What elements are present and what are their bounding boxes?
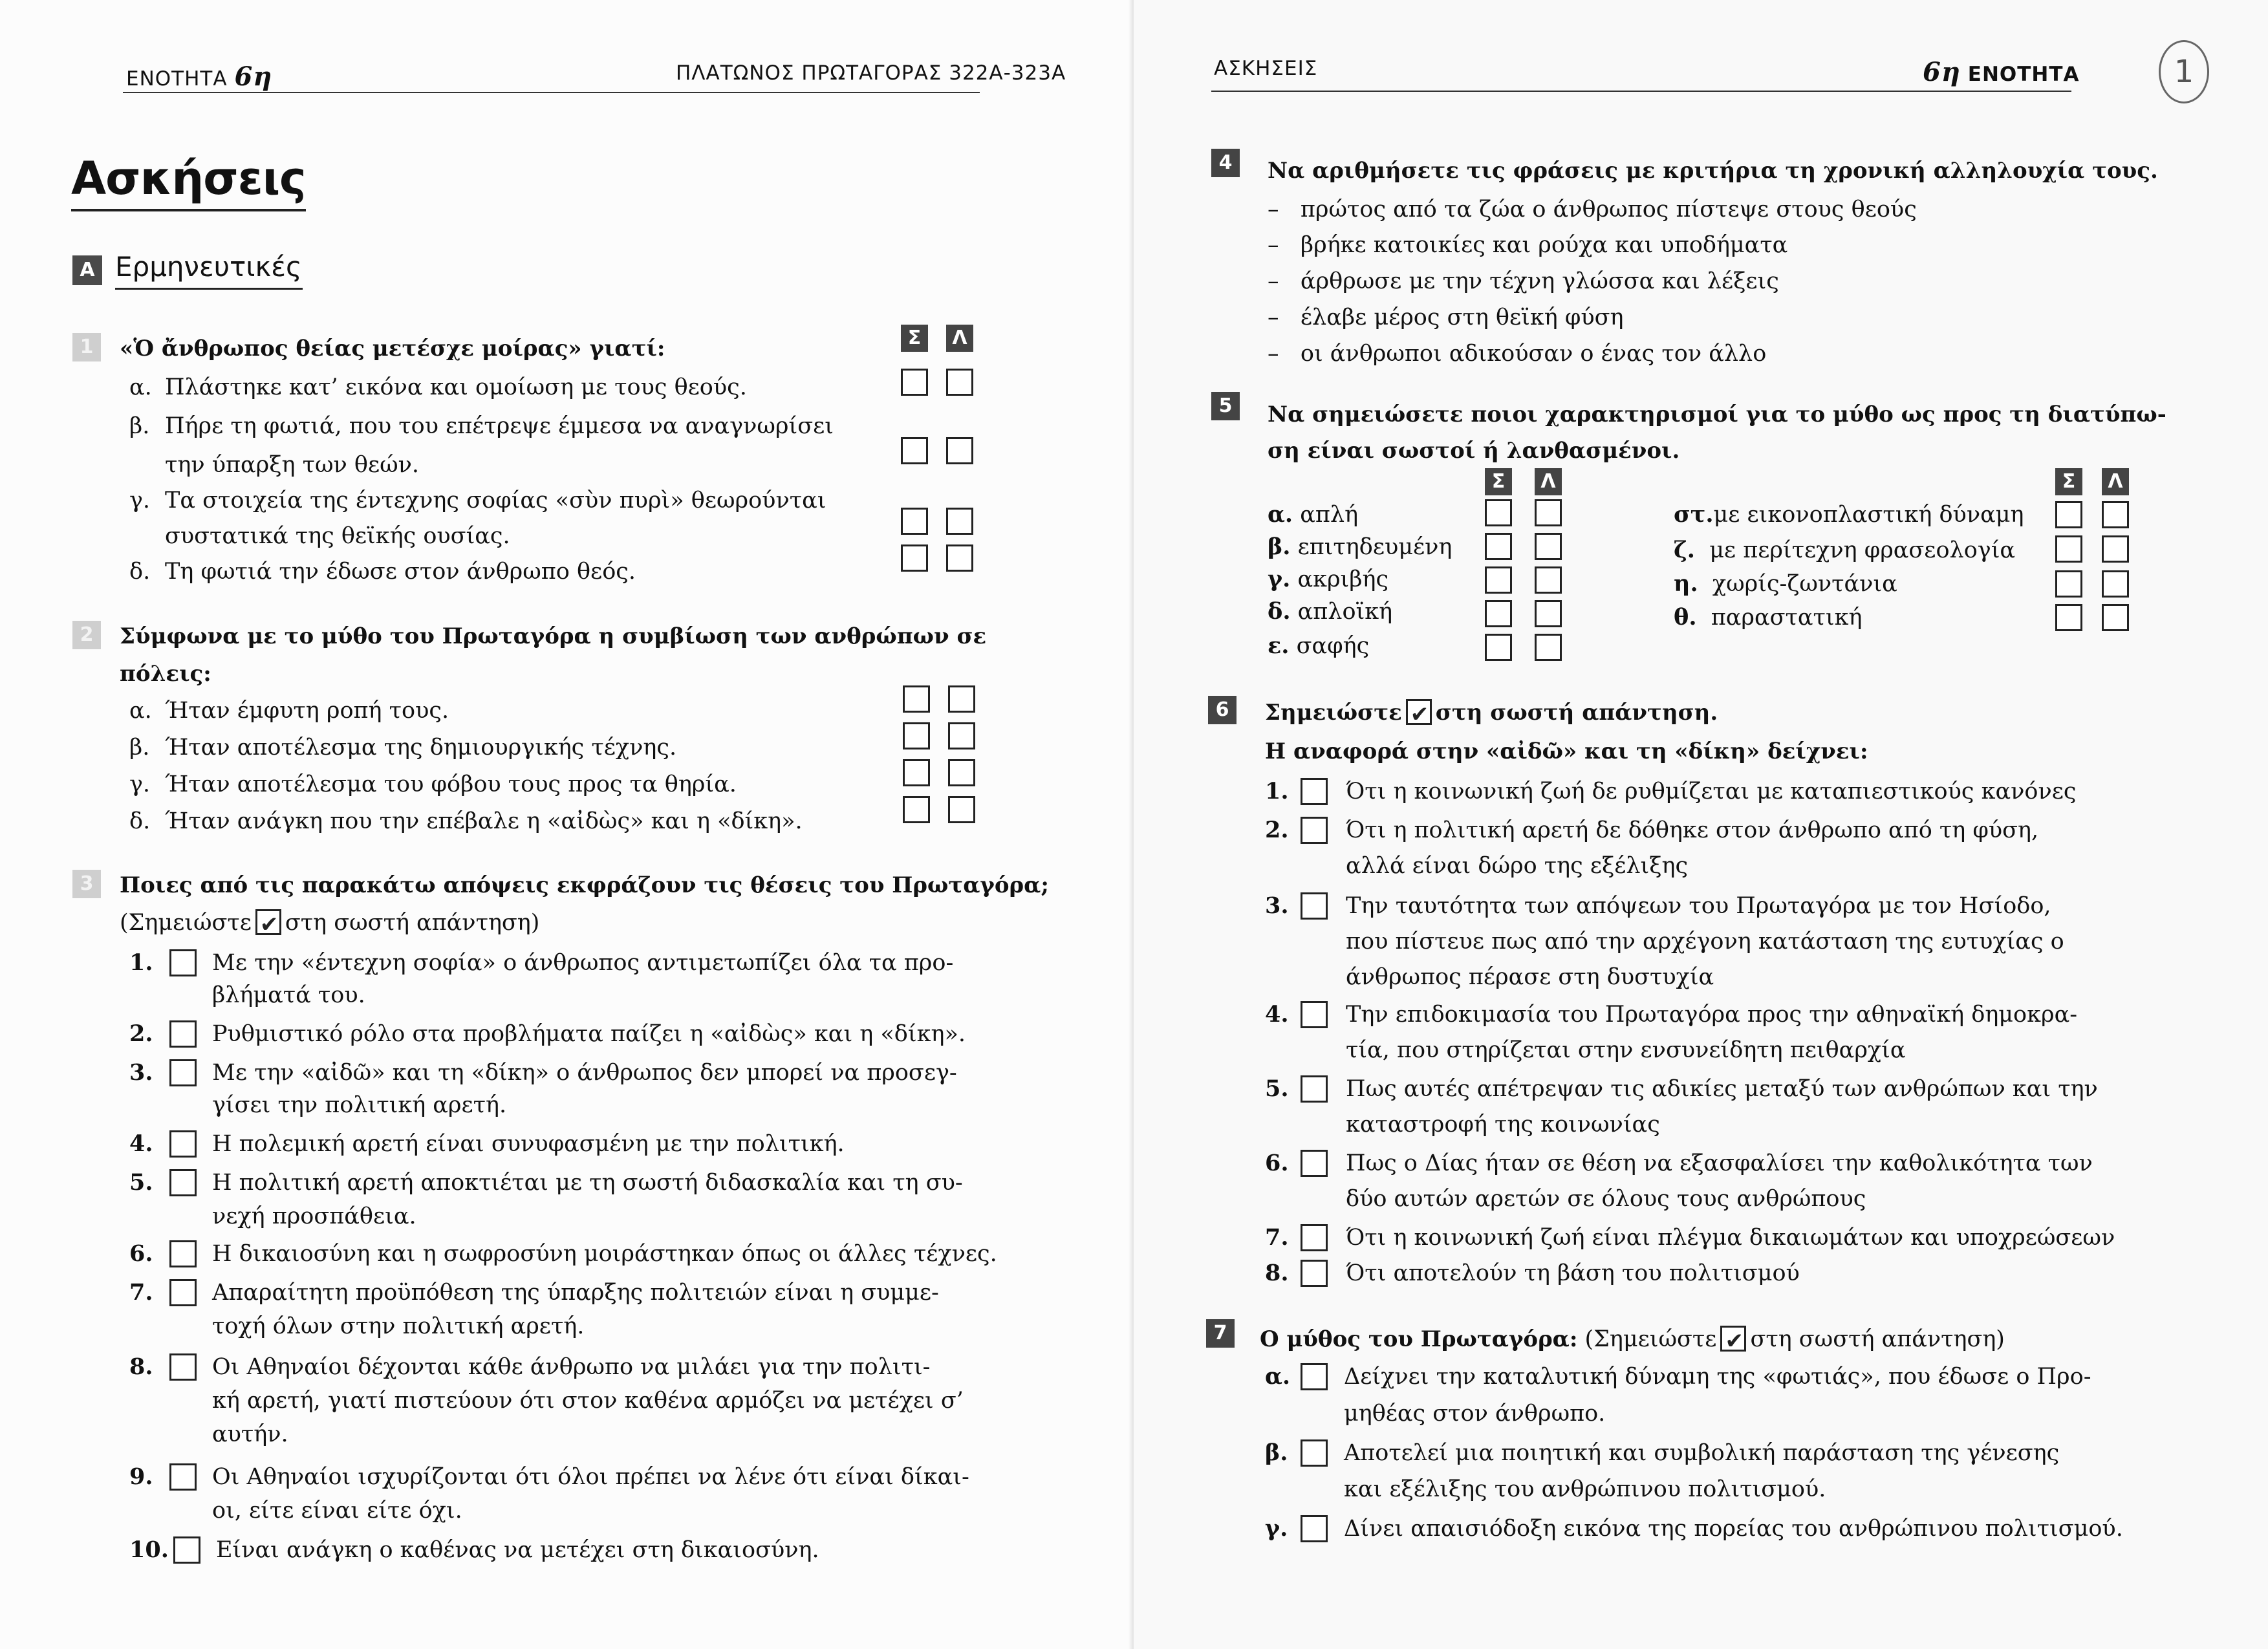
exercise-1-badge: 1 [72,333,101,361]
exercise-5-badge: 5 [1211,392,1240,420]
ex3-item-9-text: Οι Αθηναίοι ισχυρίζονται ότι όλοι πρέπει να λένε ότι είναι δίκαι- [212,1464,969,1490]
ex6-item-2-text-2: αλλά είναι δώρο της εξέλιξης [1346,853,1689,879]
ex5-item-st: στ.με εικονοπλαστική δύναμη [1674,501,2024,528]
ex3-item-1-checkbox[interactable] [169,949,197,976]
true-header-right: Σ [2055,468,2082,495]
ex6-item-3-text-2: που πίστευε πως από την αρχέγονη κατάσταση της ευτυχίας ο [1346,929,2064,954]
ex7-item-a-checkbox[interactable] [1301,1363,1328,1390]
ex2-b-false-checkbox[interactable] [948,722,975,749]
ex6-item-1-checkbox[interactable] [1301,778,1328,805]
ex5-d-false-checkbox[interactable] [1535,600,1562,627]
ex7-item-b-letter: β. [1265,1439,1288,1466]
ex5-e-false-checkbox[interactable] [1535,634,1562,661]
ex1-a-true-checkbox[interactable] [901,369,928,396]
ex6-item-2-text: Ότι η πολιτική αρετή δε δόθηκε στον άνθρωπο από τη φύση, [1346,817,2039,843]
ex6-item-5-checkbox[interactable] [1301,1075,1328,1103]
ex5-item-z: ζ. με περίτεχνη φρασεολογία [1674,537,2016,563]
ex6-item-7-number: 7. [1265,1224,1289,1251]
section-label: ΕΝΟΤΗΤΑ [1967,63,2080,86]
header-rule [123,92,980,93]
ex1-d-true-checkbox[interactable] [901,544,928,572]
ex5-i-false-checkbox[interactable] [2102,570,2129,598]
exercise-3-question: Ποιες από τις παρακάτω απόψεις εκφράζουν τις θέσεις του Πρωταγόρα; [120,872,1049,898]
ex6-item-5-text-2: καταστροφή της κοινωνίας [1346,1112,1660,1137]
section-number: 6η [234,61,273,92]
exercise-3-note: (Σημειώστε✔ στη σωστή απάντηση) [120,904,539,942]
exercise-1-question: «Ὁ ἄνθρωπος θείας μετέσχε μοίρας» γιατί: [120,336,665,361]
ex3-item-3-number: 3. [129,1059,153,1086]
ex4-item-2: – βρήκε κατοικίες και ρούχα και υποδήματα [1268,232,1788,258]
ex1-item-d: δ. Τη φωτιά την έδωσε στον άνθρωπο θεός. [129,559,636,585]
part-a-badge: Α [72,255,102,285]
ex5-item-th: θ. παραστατική [1674,604,1863,630]
ex3-item-5-text-2: νεχή προσπάθεια. [212,1203,416,1229]
ex3-item-6-number: 6. [129,1240,153,1267]
ex6-item-1-text: Ότι η κοινωνική ζωή δε ρυθμίζεται με καταπιεστικούς κανόνες [1346,779,2077,804]
ex1-item-a: α. Πλάστηκε κατ’ εικόνα και ομοίωση με τους θεούς. [129,374,747,400]
ex6-item-3-text-3: άνθρωπος πέρασε στη δυστυχία [1346,964,1714,990]
ex3-item-3-checkbox[interactable] [169,1059,197,1086]
ex5-st-true-checkbox[interactable] [2055,501,2082,528]
false-header: Λ [946,325,973,352]
ex6-item-7-checkbox[interactable] [1301,1224,1328,1251]
checkmark-icon [255,909,281,935]
ex6-item-5-number: 5. [1265,1075,1289,1102]
ex2-item-d: δ. Ήταν ανάγκη που την επέβαλε η «αἰδὼς» και η «δίκη». [129,808,803,834]
right-header-section [1923,57,2079,87]
ex6-item-6-checkbox[interactable] [1301,1150,1328,1177]
ex3-item-7-number: 7. [129,1279,153,1306]
ex6-item-4-text: Την επιδοκιμασία του Πρωταγόρα προς την αθηναϊκή δημοκρα- [1346,1002,2078,1028]
ex5-i-true-checkbox[interactable] [2055,570,2082,598]
ex3-item-1-text: Με την «έντεχνη σοφία» ο άνθρωπος αντιμετωπίζει όλα τα προ- [212,950,954,976]
ex5-item-i: η. χωρίς-ζωντάνια [1674,570,1897,597]
ex3-item-3-text: Με την «αἰδῶ» και τη «δίκη» ο άνθρωπος δεν μπορεί να προσεγ- [212,1060,957,1086]
ex1-d-false-checkbox[interactable] [946,544,973,572]
ex6-item-7-text: Ότι η κοινωνική ζωή είναι πλέγμα δικαιωμάτων και υποχρεώσεων [1346,1225,2115,1251]
ex3-item-10-text: Είναι ανάγκη ο καθένας να μετέχει στη δικαιοσύνη. [216,1537,819,1563]
ex4-item-1: – πρώτος από τα ζώα ο άνθρωπος πίστεψε στους θεούς [1268,197,1917,222]
exercise-7-question: Ο μύθος του Πρωταγόρα: (Σημειώστε✔ στη σωστή απάντηση) [1260,1320,2005,1358]
ex6-item-6-text: Πως ο Δίας ήταν σε θέση να εξασφαλίσει την καθολικότητα των [1346,1150,2093,1176]
ex5-th-true-checkbox[interactable] [2055,604,2082,631]
ex7-item-c-checkbox[interactable] [1301,1515,1328,1542]
ex5-z-true-checkbox[interactable] [2055,535,2082,563]
ex5-item-d: δ. απλοϊκή [1268,598,1393,625]
ex1-item-b: β. Πήρε τη φωτιά, που του επέτρεψε έμμεσα να αναγνωρίσει [129,413,834,439]
ex3-item-10-number: 10. [129,1536,169,1563]
ex2-b-true-checkbox[interactable] [903,722,930,749]
ex6-item-3-number: 3. [1265,892,1289,919]
true-header: Σ [901,325,928,352]
ex3-item-8-text-3: αυτήν. [212,1421,288,1447]
ex3-item-6-text: Η δικαιοσύνη και η σωφροσύνη μοιράστηκαν όπως οι άλλες τέχνες. [212,1241,997,1267]
left-header-source: ΠΛΑΤΩΝΟΣ ΠΡΩΤΑΓΟΡΑΣ 322Α-323Α [676,61,1066,85]
ex6-item-8-number: 8. [1265,1260,1289,1286]
ex5-item-b: β. επιτηδευμένη [1268,534,1453,560]
ex3-item-4-checkbox[interactable] [169,1130,197,1158]
ex5-d-true-checkbox[interactable] [1485,600,1512,627]
ex3-item-8-checkbox[interactable] [169,1353,197,1381]
ex6-item-3-checkbox[interactable] [1301,892,1328,920]
ex6-item-8-checkbox[interactable] [1301,1260,1328,1287]
ex6-item-6-number: 6. [1265,1150,1289,1176]
ex5-th-false-checkbox[interactable] [2102,604,2129,631]
ex6-item-1-number: 1. [1265,778,1289,804]
ex1-b-true-checkbox[interactable] [901,437,928,464]
ex2-d-false-checkbox[interactable] [948,796,975,823]
checkmark-icon [1720,1326,1746,1352]
true-header-left: Σ [1485,468,1512,495]
section-label: ΕΝΟΤΗΤΑ [126,67,228,91]
ex5-c-true-checkbox[interactable] [1485,566,1512,594]
ex5-st-false-checkbox[interactable] [2102,501,2129,528]
ex6-item-8-text: Ότι αποτελούν τη βάση του πολιτισμού [1346,1260,1800,1286]
ex6-item-5-text: Πως αυτές απέτρεψαν τις αδικίες μεταξύ των ανθρώπων και την [1346,1076,2098,1102]
ex5-a-true-checkbox[interactable] [1485,499,1512,526]
ex4-item-5: – οι άνθρωποι αδικούσαν ο ένας τον άλλο [1268,341,1767,367]
ex2-item-b: β. Ήταν αποτέλεσμα της δημιουργικής τέχνης. [129,735,677,760]
page-title: Ασκήσεις [71,152,306,211]
ex1-c-true-checkbox[interactable] [901,508,928,535]
ex6-item-4-number: 4. [1265,1001,1289,1028]
right-page [1134,0,2268,1649]
ex1-b-false-checkbox[interactable] [946,437,973,464]
header-rule [1211,91,2071,92]
exercise-2-question-line1: Σύμφωνα με το μύθο του Πρωταγόρα η συμβίωση των ανθρώπων σε [120,623,987,649]
ex3-item-10-checkbox[interactable] [173,1536,200,1564]
ex3-item-4-number: 4. [129,1130,153,1157]
ex5-item-e: ε. σαφής [1268,632,1370,659]
right-header-title: ΑΣΚΗΣΕΙΣ [1214,57,1318,80]
part-a-label: Ερμηνευτικές [115,251,303,290]
ex3-item-2-checkbox[interactable] [169,1020,197,1048]
ex2-d-true-checkbox[interactable] [903,796,930,823]
ex3-item-8-text: Οι Αθηναίοι δέχονται κάθε άνθρωπο να μιλάει για την πολιτι- [212,1354,931,1380]
exercise-5-question-line2: ση είναι σωστοί ή λανθασμένοι. [1268,438,1680,464]
ex7-item-a-text: Δείχνει την καταλυτική δύναμη της «φωτιάς», που έδωσε ο Προ- [1344,1364,2091,1390]
ex3-item-4-text: Η πολεμική αρετή είναι συνυφασμένη με την πολιτική. [212,1131,845,1157]
ex5-z-false-checkbox[interactable] [2102,535,2129,563]
ex1-item-c: γ. Τα στοιχεία της έντεχνης σοφίας «σὺν πυρὶ» θεωρούνται [129,488,826,513]
ex3-item-7-text-2: τοχή όλων στην πολιτική αρετή. [212,1313,585,1339]
ex3-item-8-number: 8. [129,1353,153,1380]
ex3-item-2-text: Ρυθμιστικό ρόλο στα προβλήματα παίζει η «αἰδὼς» και η «δίκη». [212,1021,966,1047]
ex5-item-a: α. απλή [1268,501,1359,528]
handwritten-page-number: 1 [2159,40,2209,103]
ex7-item-b-text: Αποτελεί μια ποιητική και συμβολική παράσταση της γένεσης [1344,1440,2060,1466]
ex7-item-b-text-2: και εξέλιξης του ανθρώπινου πολιτισμού. [1344,1476,1826,1502]
false-header-left: Λ [1535,468,1562,495]
ex5-e-true-checkbox[interactable] [1485,634,1512,661]
exercise-6-question: Η αναφορά στην «αἰδῶ» και τη «δίκη» δείχνει: [1265,738,1868,764]
exercise-5-question-line1: Να σημειώσετε ποιοι χαρακτηρισμοί για το μύθο ως προς τη διατύπω- [1268,402,2166,427]
ex2-c-false-checkbox[interactable] [948,759,975,786]
ex3-item-5-text: Η πολιτική αρετή αποκτιέται με τη σωστή διδασκαλία και τη συ- [212,1170,963,1196]
ex3-item-7-checkbox[interactable] [169,1279,197,1306]
ex2-c-true-checkbox[interactable] [903,759,930,786]
exercise-4-question: Να αριθμήσετε τις φράσεις με κριτήρια τη χρονική αλληλουχία τους. [1268,158,2158,184]
ex6-item-4-checkbox[interactable] [1301,1001,1328,1028]
ex7-item-b-checkbox[interactable] [1301,1439,1328,1467]
ex3-item-9-text-2: οι, είτε είναι είτε όχι. [212,1498,462,1524]
ex5-b-false-checkbox[interactable] [1535,533,1562,560]
exercise-3-badge: 3 [72,870,101,898]
ex3-item-5-number: 5. [129,1169,153,1196]
ex2-item-c: γ. Ήταν αποτέλεσμα του φόβου τους προς τα θηρία. [129,771,737,797]
exercise-6-instruction: Σημειώστε✔ στη σωστή απάντηση. [1265,694,1718,731]
ex4-item-3: – άρθρωσε με την τέχνη γλώσσα και λέξεις [1268,268,1779,294]
ex2-a-true-checkbox[interactable] [903,685,930,713]
ex6-item-3-text: Την ταυτότητα των απόψεων του Πρωταγόρα με τον Ησίοδο, [1346,893,2051,919]
ex2-item-a: α. Ήταν έμφυτη ροπή τους. [129,698,449,724]
ex1-a-false-checkbox[interactable] [946,369,973,396]
ex6-item-4-text-2: τία, που στηρίζεται στην ενσυνείδητη πειθαρχία [1346,1037,1906,1063]
ex5-b-true-checkbox[interactable] [1485,533,1512,560]
ex5-c-false-checkbox[interactable] [1535,566,1562,594]
ex3-item-9-checkbox[interactable] [169,1463,197,1491]
ex4-item-4: – έλαβε μέρος στη θεϊκή φύση [1268,305,1624,330]
ex3-item-7-text: Απαραίτητη προϋπόθεση της ύπαρξης πολιτειών είναι η συμμε- [212,1280,939,1306]
ex3-item-1-text-2: βλήματά του. [212,982,365,1008]
exercise-6-badge: 6 [1208,696,1237,724]
ex3-item-9-number: 9. [129,1463,153,1490]
ex3-item-5-checkbox[interactable] [169,1169,197,1196]
ex2-a-false-checkbox[interactable] [948,685,975,713]
exercise-4-badge: 4 [1211,149,1240,177]
left-header-section [126,61,272,92]
exercise-7-badge: 7 [1206,1319,1235,1348]
ex5-a-false-checkbox[interactable] [1535,499,1562,526]
ex7-item-c-text: Δίνει απαισιόδοξη εικόνα της πορείας του ανθρώπινου πολιτισμού. [1344,1516,2123,1542]
false-header-right: Λ [2102,468,2129,495]
ex3-item-8-text-2: κή αρετή, γιατί πιστεύουν ότι στον καθένα αρμόζει να μετέχει σ’ [212,1388,964,1414]
ex6-item-2-checkbox[interactable] [1301,817,1328,844]
ex5-item-c: γ. ακριβής [1268,566,1389,592]
ex3-item-2-number: 2. [129,1020,153,1047]
ex7-item-c-letter: γ. [1265,1515,1288,1542]
ex3-item-1-number: 1. [129,949,153,976]
ex3-item-6-checkbox[interactable] [169,1240,197,1267]
ex1-c-false-checkbox[interactable] [946,508,973,535]
ex6-item-2-number: 2. [1265,817,1289,843]
ex7-item-a-letter: α. [1265,1363,1291,1390]
ex7-item-a-text-2: μηθέας στον άνθρωπο. [1344,1401,1606,1427]
exercise-2-question-line2: πόλεις: [120,661,211,687]
ex1-item-c-line2: συστατικά της θεϊκής ουσίας. [165,523,510,549]
section-number: 6η [1923,57,1961,87]
exercise-2-badge: 2 [72,621,101,649]
ex6-item-6-text-2: δύο αυτών αρετών σε όλους τους ανθρώπους [1346,1186,1866,1212]
ex1-item-b-line2: την ύπαρξη των θεών. [165,452,420,478]
checkmark-icon [1406,699,1432,725]
ex3-item-3-text-2: γίσει την πολιτική αρετή. [212,1092,507,1118]
